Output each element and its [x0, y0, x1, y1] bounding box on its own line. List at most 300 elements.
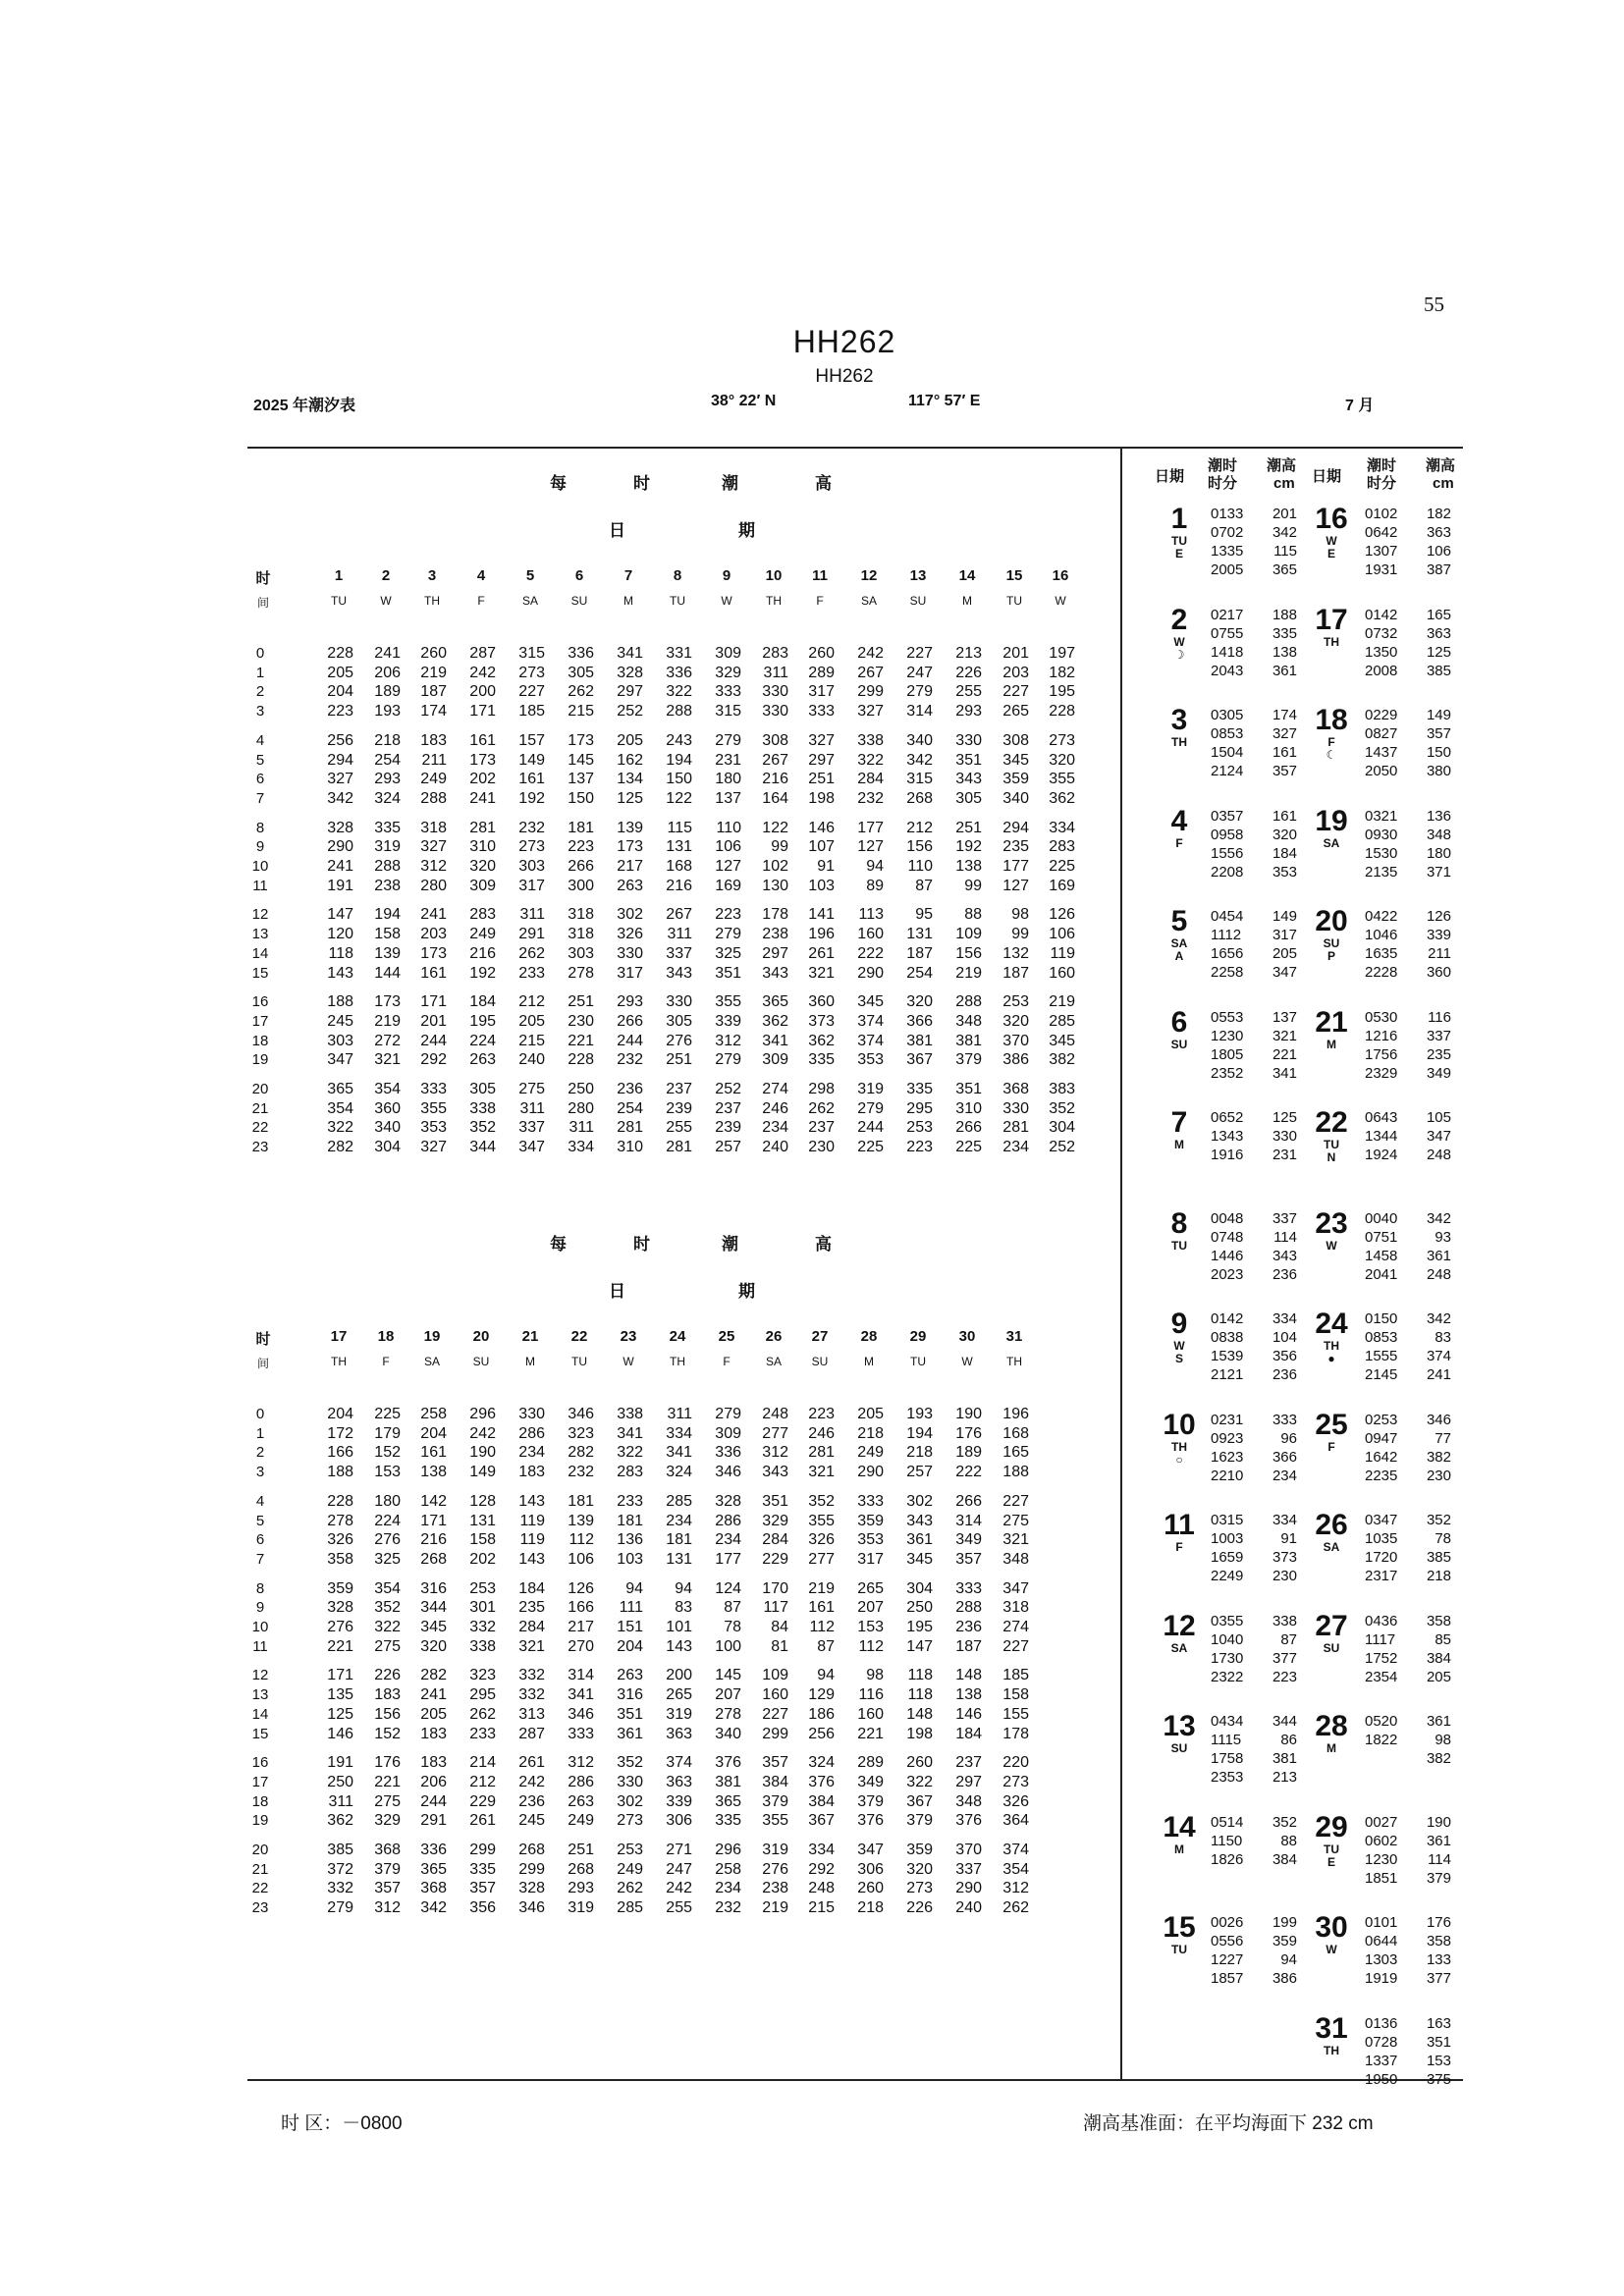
hourly-height-cell: 87 [817, 1637, 835, 1655]
hourly-height-cell: 184 [955, 1725, 982, 1742]
hourly-height-cell: 260 [857, 1880, 884, 1897]
tide-height: 153 [1426, 2052, 1451, 2069]
tide-height: 341 [1272, 1064, 1297, 1082]
tide-day-number: 8 [1170, 1206, 1188, 1240]
hourly-height-cell: 293 [955, 703, 982, 721]
day-column-header: 7 [623, 567, 633, 584]
time-header: 潮时 [1208, 457, 1238, 474]
tide-height: 248 [1426, 1147, 1451, 1163]
hourly-height-cell: 137 [568, 771, 594, 788]
hourly-height-cell: 384 [762, 1773, 788, 1790]
hourly-height-cell: 356 [469, 1899, 496, 1917]
hourly-height-cell: 221 [857, 1725, 884, 1742]
tide-weekday: TH [1324, 634, 1339, 649]
tide-height: 346 [1426, 1411, 1451, 1428]
hourly-height-cell: 357 [374, 1880, 401, 1897]
hourly-height-cell: 294 [1002, 819, 1029, 836]
tide-height: 366 [1272, 1448, 1297, 1466]
tide-height: 205 [1272, 945, 1297, 962]
tide-time: 0923 [1211, 1429, 1244, 1447]
tide-weekday: TU [1324, 1842, 1339, 1856]
hourly-height-cell: 156 [955, 944, 982, 962]
hourly-height-cell: 327 [857, 703, 884, 721]
hourly-height-cell: 249 [617, 1860, 643, 1878]
tide-height: 363 [1426, 524, 1451, 541]
tide-height: 116 [1428, 1008, 1451, 1026]
hourly-height-cell: 225 [374, 1406, 401, 1422]
hourly-height-cell: 368 [420, 1880, 447, 1897]
tide-height: 114 [1428, 1850, 1451, 1868]
hourly-height-cell: 87 [915, 877, 933, 894]
hourly-height-cell: 240 [518, 1051, 545, 1069]
day-column-header: 11 [812, 567, 828, 584]
hourly-height-cell: 300 [568, 877, 594, 894]
hourly-height-cell: 228 [327, 645, 353, 662]
tide-time: 2008 [1365, 662, 1398, 679]
hourly-height-cell: 235 [1002, 838, 1029, 856]
hourly-height-cell: 224 [374, 1512, 401, 1529]
hourly-height-cell: 218 [374, 731, 401, 749]
tide-height: 125 [1272, 1109, 1297, 1126]
hourly-height-cell: 141 [808, 906, 835, 924]
hourly-height-cell: 289 [857, 1754, 884, 1772]
hourly-height-cell: 339 [666, 1792, 692, 1810]
tide-time: 0142 [1211, 1310, 1244, 1327]
tide-weekday: SU [1170, 1037, 1188, 1051]
hourly-height-cell: 173 [469, 751, 496, 769]
weekday-label: M [962, 594, 972, 608]
hourly-height-cell: 322 [617, 1444, 643, 1462]
hourly-height-cell: 237 [808, 1119, 835, 1137]
hourly-height-cell: 370 [955, 1842, 982, 1858]
hourly-height-cell: 286 [518, 1424, 545, 1442]
tide-time: 1805 [1211, 1045, 1244, 1063]
tide-height: 382 [1426, 1750, 1451, 1767]
hourly-height-cell: 327 [420, 838, 447, 856]
tide-time: 0347 [1365, 1512, 1398, 1528]
hourly-height-cell: 207 [715, 1686, 741, 1704]
hourly-height-cell: 323 [568, 1424, 594, 1442]
hourly-height-cell: 161 [420, 1444, 447, 1462]
hour-row-label: 1 [255, 664, 265, 681]
hourly-height-cell: 148 [906, 1705, 933, 1723]
hourly-height-cell: 267 [762, 751, 788, 769]
hourly-height-cell: 278 [568, 964, 594, 982]
tide-time: 0853 [1365, 1329, 1398, 1346]
hourly-height-cell: 319 [857, 1081, 884, 1097]
hourly-height-cell: 166 [568, 1599, 594, 1617]
hourly-height-cell: 203 [420, 926, 447, 943]
tide-height: 387 [1426, 561, 1451, 578]
hourly-height-cell: 234 [715, 1880, 741, 1897]
hourly-height-cell: 320 [1002, 1012, 1029, 1030]
hourly-height-cell: 381 [906, 1032, 933, 1049]
hourly-height-cell: 206 [374, 664, 401, 681]
hourly-height-cell: 158 [469, 1531, 496, 1549]
hourly-height-cell: 195 [906, 1619, 933, 1635]
tide-height: 163 [1426, 2014, 1451, 2032]
tide-height: 137 [1272, 1008, 1297, 1026]
hourly-height-cell: 103 [617, 1550, 643, 1568]
hourly-height-cell: 253 [617, 1842, 643, 1858]
tide-height: 91 [1280, 1530, 1297, 1547]
hourly-height-cell: 305 [469, 1081, 496, 1097]
hourly-height-cell: 359 [906, 1842, 933, 1858]
hour-row-label: 10 [251, 858, 269, 875]
tide-height: 182 [1426, 506, 1451, 522]
hourly-height-cell: 119 [1050, 944, 1075, 962]
hourly-height-cell: 150 [568, 789, 594, 807]
hourly-height-cell: 320 [420, 1637, 447, 1655]
day-column-header: 31 [1005, 1328, 1023, 1345]
weekday-label: SA [423, 1355, 440, 1368]
hour-row-label: 12 [251, 1667, 269, 1684]
tide-weekday: M [1326, 1037, 1336, 1051]
hourly-height-cell: 215 [518, 1032, 545, 1049]
tide-height: 380 [1426, 763, 1451, 779]
weekday-label: TH [1006, 1355, 1022, 1368]
date-heading-char: 日 [609, 1282, 625, 1301]
tide-time: 1642 [1365, 1448, 1398, 1466]
hourly-height-cell: 362 [762, 1012, 788, 1030]
hourly-height-cell: 151 [617, 1619, 643, 1635]
hourly-height-cell: 244 [420, 1032, 447, 1049]
hourly-height-cell: 253 [1002, 993, 1029, 1011]
hourly-height-cell: 333 [808, 703, 835, 721]
hourly-height-cell: 256 [808, 1725, 835, 1742]
hourly-height-cell: 318 [1002, 1599, 1029, 1617]
tide-height: 358 [1426, 1612, 1451, 1629]
hourly-height-cell: 344 [420, 1599, 447, 1617]
hourly-height-cell: 135 [327, 1686, 353, 1704]
hourly-height-cell: 352 [469, 1119, 496, 1137]
hourly-height-cell: 183 [374, 1686, 401, 1704]
hourly-height-cell: 303 [568, 944, 594, 962]
hourly-height-cell: 343 [762, 964, 788, 982]
day-column-header: 20 [472, 1328, 490, 1345]
hourly-height-cell: 279 [857, 1099, 884, 1117]
hourly-height-cell: 176 [374, 1754, 401, 1772]
hourly-height-cell: 149 [518, 751, 545, 769]
hourly-height-cell: 312 [762, 1444, 788, 1462]
hourly-heading-char: 高 [815, 474, 832, 493]
tide-height: 347 [1272, 964, 1297, 981]
tide-time: 0520 [1365, 1713, 1398, 1730]
hourly-height-cell: 115 [667, 819, 692, 836]
hourly-height-cell: 376 [857, 1812, 884, 1830]
hourly-height-cell: 382 [1049, 1051, 1075, 1069]
hourly-height-cell: 283 [617, 1464, 643, 1481]
hourly-height-cell: 328 [327, 819, 353, 836]
hourly-height-cell: 309 [715, 645, 741, 662]
hourly-height-cell: 283 [762, 645, 788, 662]
hourly-height-cell: 143 [666, 1637, 692, 1655]
hourly-height-cell: 312 [715, 1032, 741, 1049]
hourly-height-cell: 337 [666, 944, 692, 962]
tide-day-number: 29 [1315, 1810, 1348, 1843]
tide-time: 0229 [1365, 707, 1398, 723]
tide-time: 0556 [1211, 1933, 1244, 1949]
tide-height: 106 [1426, 543, 1451, 560]
tide-time: 0454 [1211, 908, 1244, 925]
hour-row-label: 17 [251, 1773, 269, 1790]
tide-time: 0853 [1211, 725, 1244, 742]
hourly-height-cell: 89 [866, 877, 884, 894]
hourly-height-cell: 250 [906, 1599, 933, 1617]
hourly-height-cell: 283 [469, 906, 496, 924]
tide-day-number: 22 [1315, 1106, 1348, 1139]
hourly-height-cell: 98 [1011, 906, 1029, 924]
hourly-height-cell: 122 [666, 789, 692, 807]
hourly-height-cell: 379 [857, 1792, 884, 1810]
hourly-height-cell: 131 [906, 926, 933, 943]
tide-height: 86 [1280, 1732, 1297, 1748]
hourly-height-cell: 137 [715, 789, 741, 807]
tide-weekday: M [1174, 1842, 1184, 1856]
weekday-label: TU [571, 1355, 587, 1368]
weekday-label: W [1055, 594, 1066, 608]
hour-row-label: 14 [251, 944, 269, 962]
tide-day-number: 5 [1170, 905, 1188, 937]
hourly-height-cell: 279 [715, 1406, 741, 1422]
hourly-height-cell: 128 [469, 1492, 496, 1510]
hourly-height-cell: 138 [420, 1464, 447, 1481]
tide-time: 2005 [1211, 561, 1244, 578]
hourly-height-cell: 106 [1049, 926, 1075, 943]
hourly-height-cell: 229 [469, 1792, 496, 1810]
tide-weekday: TH [1171, 735, 1187, 749]
hourly-height-cell: 332 [518, 1686, 545, 1704]
hourly-height-cell: 372 [327, 1860, 353, 1878]
hourly-height-cell: 227 [1002, 683, 1029, 701]
hourly-height-cell: 286 [715, 1512, 741, 1529]
hourly-height-cell: 292 [420, 1051, 447, 1069]
tide-time: 0027 [1365, 1813, 1398, 1831]
hourly-height-cell: 315 [518, 645, 545, 662]
hourly-height-cell: 119 [519, 1531, 545, 1549]
hourly-height-cell: 145 [715, 1667, 741, 1684]
tide-height: 385 [1426, 1549, 1451, 1566]
hourly-height-cell: 146 [327, 1725, 353, 1742]
day-column-header: 26 [765, 1328, 783, 1345]
tide-weekday: W [1326, 1238, 1337, 1253]
hourly-height-cell: 355 [420, 1099, 447, 1117]
tide-height: 241 [1426, 1366, 1451, 1383]
tide-day-number: 6 [1170, 1005, 1188, 1039]
hourly-height-cell: 160 [857, 1705, 884, 1723]
hourly-height-cell: 303 [518, 858, 545, 875]
hourly-height-cell: 138 [955, 1686, 982, 1704]
hourly-height-cell: 343 [906, 1512, 933, 1529]
hourly-height-cell: 281 [666, 1139, 692, 1156]
hourly-height-cell: 363 [666, 1773, 692, 1790]
hourly-height-cell: 94 [675, 1579, 692, 1597]
hourly-height-cell: 250 [327, 1773, 353, 1790]
hourly-height-cell: 200 [666, 1667, 692, 1684]
tide-time: 2135 [1365, 863, 1398, 881]
hour-row-label: 15 [251, 1725, 269, 1742]
hourly-height-cell: 205 [327, 664, 353, 681]
hourly-height-cell: 319 [568, 1899, 594, 1917]
weekday-label: SA [521, 594, 538, 608]
hourly-height-cell: 237 [666, 1081, 692, 1097]
tide-weekday: TU [1171, 534, 1187, 548]
hourly-height-cell: 385 [327, 1842, 353, 1858]
hourly-height-cell: 340 [1002, 789, 1029, 807]
hourly-height-cell: 383 [1049, 1081, 1075, 1097]
weekday-label: SU [909, 594, 927, 608]
day-column-header: 2 [381, 567, 391, 584]
hourly-height-cell: 131 [666, 1550, 692, 1568]
hourly-height-cell: 330 [617, 944, 643, 962]
hourly-height-cell: 237 [715, 1099, 741, 1117]
hourly-height-cell: 160 [1049, 964, 1075, 982]
day-column-header: 10 [765, 567, 783, 584]
hourly-height-cell: 197 [1049, 645, 1075, 662]
hourly-height-cell: 322 [327, 1119, 353, 1137]
bottom-rule [247, 2079, 1463, 2081]
month-label: 7 月 [1345, 398, 1375, 414]
hourly-height-cell: 285 [666, 1492, 692, 1510]
tide-height: 349 [1426, 1064, 1451, 1082]
day-column-header: 25 [718, 1328, 735, 1345]
tide-time: 0827 [1365, 725, 1398, 742]
hourly-height-cell: 226 [906, 1899, 933, 1917]
hourly-height-cell: 139 [568, 1512, 594, 1529]
hourly-height-cell: 94 [866, 858, 884, 875]
hourly-height-cell: 265 [857, 1579, 884, 1597]
tide-height: 356 [1272, 1348, 1297, 1364]
hourly-height-cell: 335 [469, 1860, 496, 1878]
tide-weekday: TH [1171, 1439, 1187, 1454]
hourly-height-cell: 183 [420, 1725, 447, 1742]
hourly-height-cell: 183 [420, 731, 447, 749]
tide-time: 1758 [1211, 1750, 1244, 1767]
tide-height: 223 [1272, 1668, 1297, 1685]
hourly-height-cell: 345 [857, 993, 884, 1011]
hourly-height-cell: 357 [762, 1754, 788, 1772]
hourly-height-cell: 329 [374, 1812, 401, 1830]
hourly-height-cell: 330 [1002, 1099, 1029, 1117]
tide-time: 0530 [1365, 1008, 1398, 1026]
hourly-height-cell: 286 [568, 1773, 594, 1790]
tide-height: 161 [1272, 744, 1297, 761]
tide-time: 1446 [1211, 1247, 1244, 1264]
hourly-height-cell: 204 [327, 1406, 353, 1422]
day-column-header: 22 [570, 1328, 588, 1345]
top-rule [247, 447, 1463, 449]
station-subtitle: HH262 [815, 366, 874, 387]
tide-day-number: 23 [1315, 1206, 1348, 1240]
hourly-height-cell: 219 [762, 1899, 788, 1917]
weekday-label: TH [331, 1355, 347, 1368]
hourly-height-cell: 222 [857, 944, 884, 962]
hourly-height-cell: 238 [762, 1880, 788, 1897]
tide-time: 1003 [1211, 1530, 1244, 1547]
hourly-height-cell: 245 [327, 1012, 353, 1030]
tide-height: 165 [1426, 606, 1451, 623]
tide-time: 1437 [1365, 744, 1398, 761]
hourly-height-cell: 381 [955, 1032, 982, 1049]
tide-height: 133 [1426, 1951, 1451, 1968]
hourly-height-cell: 187 [1002, 964, 1029, 982]
tide-time: 2258 [1211, 964, 1244, 981]
tide-day-number: 10 [1163, 1408, 1196, 1441]
hour-row-label: 19 [251, 1051, 269, 1069]
hourly-height-cell: 309 [715, 1424, 741, 1442]
hourly-height-cell: 236 [955, 1619, 982, 1635]
hourly-height-cell: 354 [1002, 1860, 1029, 1878]
day-column-header: 27 [811, 1328, 829, 1345]
hourly-height-cell: 99 [1011, 926, 1029, 943]
tide-time: 1458 [1365, 1247, 1398, 1264]
hourly-height-cell: 249 [469, 926, 496, 943]
hourly-height-cell: 177 [715, 1550, 741, 1568]
hourly-height-cell: 205 [518, 1012, 545, 1030]
tide-height: 235 [1426, 1045, 1451, 1063]
hourly-height-cell: 146 [808, 819, 835, 836]
hourly-height-cell: 190 [469, 1444, 496, 1462]
tide-height: 359 [1272, 1933, 1297, 1949]
hourly-height-cell: 162 [617, 751, 643, 769]
hourly-height-cell: 150 [666, 771, 692, 788]
tide-height: 381 [1272, 1750, 1297, 1767]
tide-time: 1418 [1211, 643, 1244, 661]
hourly-height-cell: 192 [518, 789, 545, 807]
tide-weekday: F [1327, 1439, 1335, 1454]
hourly-height-cell: 345 [420, 1619, 447, 1635]
hourly-height-cell: 297 [808, 751, 835, 769]
hourly-height-cell: 376 [808, 1773, 835, 1790]
weekday-label: TU [331, 594, 347, 608]
hour-row-label: 18 [251, 1792, 269, 1810]
weekday-label: F [816, 594, 824, 608]
hourly-height-cell: 202 [469, 1550, 496, 1568]
hourly-height-cell: 255 [955, 683, 982, 701]
hourly-height-cell: 262 [1002, 1899, 1029, 1917]
hourly-height-cell: 320 [469, 858, 496, 875]
hourly-height-cell: 120 [327, 926, 353, 943]
hourly-height-cell: 125 [327, 1705, 353, 1723]
hourly-height-cell: 169 [1049, 877, 1075, 894]
tide-day-number: 31 [1315, 2011, 1348, 2045]
tide-time: 2208 [1211, 863, 1244, 881]
tide-height: 149 [1272, 908, 1297, 925]
hourly-height-cell: 279 [906, 683, 933, 701]
hourly-height-cell: 275 [374, 1792, 401, 1810]
hourly-height-cell: 205 [617, 731, 643, 749]
hourly-height-cell: 323 [469, 1667, 496, 1684]
hourly-height-cell: 139 [374, 944, 401, 962]
hourly-height-cell: 273 [518, 838, 545, 856]
hour-label: 间 [256, 1357, 269, 1370]
hourly-height-cell: 340 [374, 1119, 401, 1137]
hourly-heading-char: 时 [633, 1235, 650, 1254]
hourly-height-cell: 332 [518, 1667, 545, 1684]
hourly-height-cell: 272 [374, 1032, 401, 1049]
hourly-height-cell: 254 [617, 1099, 643, 1117]
hourly-height-cell: 118 [907, 1667, 933, 1684]
tide-height: 348 [1426, 826, 1451, 843]
latitude: 38° 22′ N [711, 393, 777, 409]
tide-time: 0150 [1365, 1310, 1398, 1327]
tide-height: 386 [1272, 1970, 1297, 1987]
hourly-height-cell: 256 [327, 731, 353, 749]
hourly-height-cell: 94 [817, 1667, 835, 1684]
hourly-height-cell: 190 [955, 1406, 982, 1422]
hourly-height-cell: 252 [1049, 1139, 1075, 1156]
hourly-height-cell: 160 [762, 1686, 788, 1704]
